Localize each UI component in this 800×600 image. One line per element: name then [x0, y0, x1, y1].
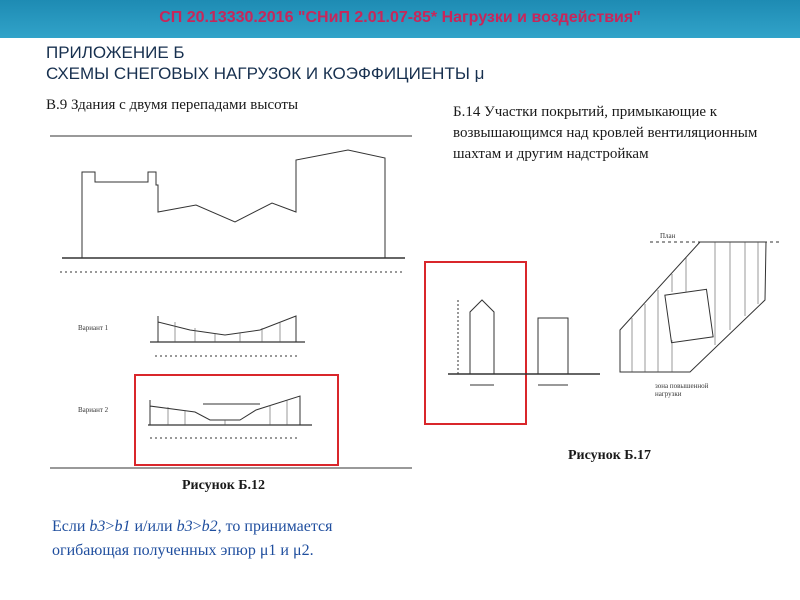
plan-shaft	[665, 289, 713, 342]
slide-title: СП 20.13330.2016 "СНиП 2.01.07-85* Нагрузки и воздействия"	[159, 9, 641, 26]
note-text: Если b3>b1 и/или b3>b2, то принимается огибающая полученных эпюр μ1 и μ2.	[52, 518, 333, 559]
appendix-line-2: СХЕМЫ СНЕГОВЫХ НАГРУЗОК И КОЭФФИЦИЕНТЫ μ	[46, 64, 485, 83]
zone-label-line2: нагрузки	[655, 390, 682, 398]
appendix-line-1: ПРИЛОЖЕНИЕ Б	[46, 43, 185, 62]
figure-caption-left: Рисунок Б.12	[182, 478, 266, 493]
left-section-heading: В.9 Здания с двумя перепадами высоты	[46, 97, 299, 113]
plan-zone	[620, 242, 766, 372]
vent-shaft-gable	[470, 300, 494, 374]
highlight-frame-right	[425, 262, 526, 424]
right-section-heading: Б.14 Участки покрытий, примыкающие к возвышающимся над кровлей вентиляционным шахтам и другим надстройкам	[453, 104, 758, 162]
plan-label: План	[660, 232, 676, 240]
variant2-label: Вариант 2	[78, 406, 109, 414]
zone-label-line1: зона повышенной	[655, 382, 709, 390]
variant1-label: Вариант 1	[78, 324, 109, 332]
vent-shaft-flat	[538, 318, 568, 374]
figure-caption-right: Рисунок Б.17	[568, 448, 652, 463]
